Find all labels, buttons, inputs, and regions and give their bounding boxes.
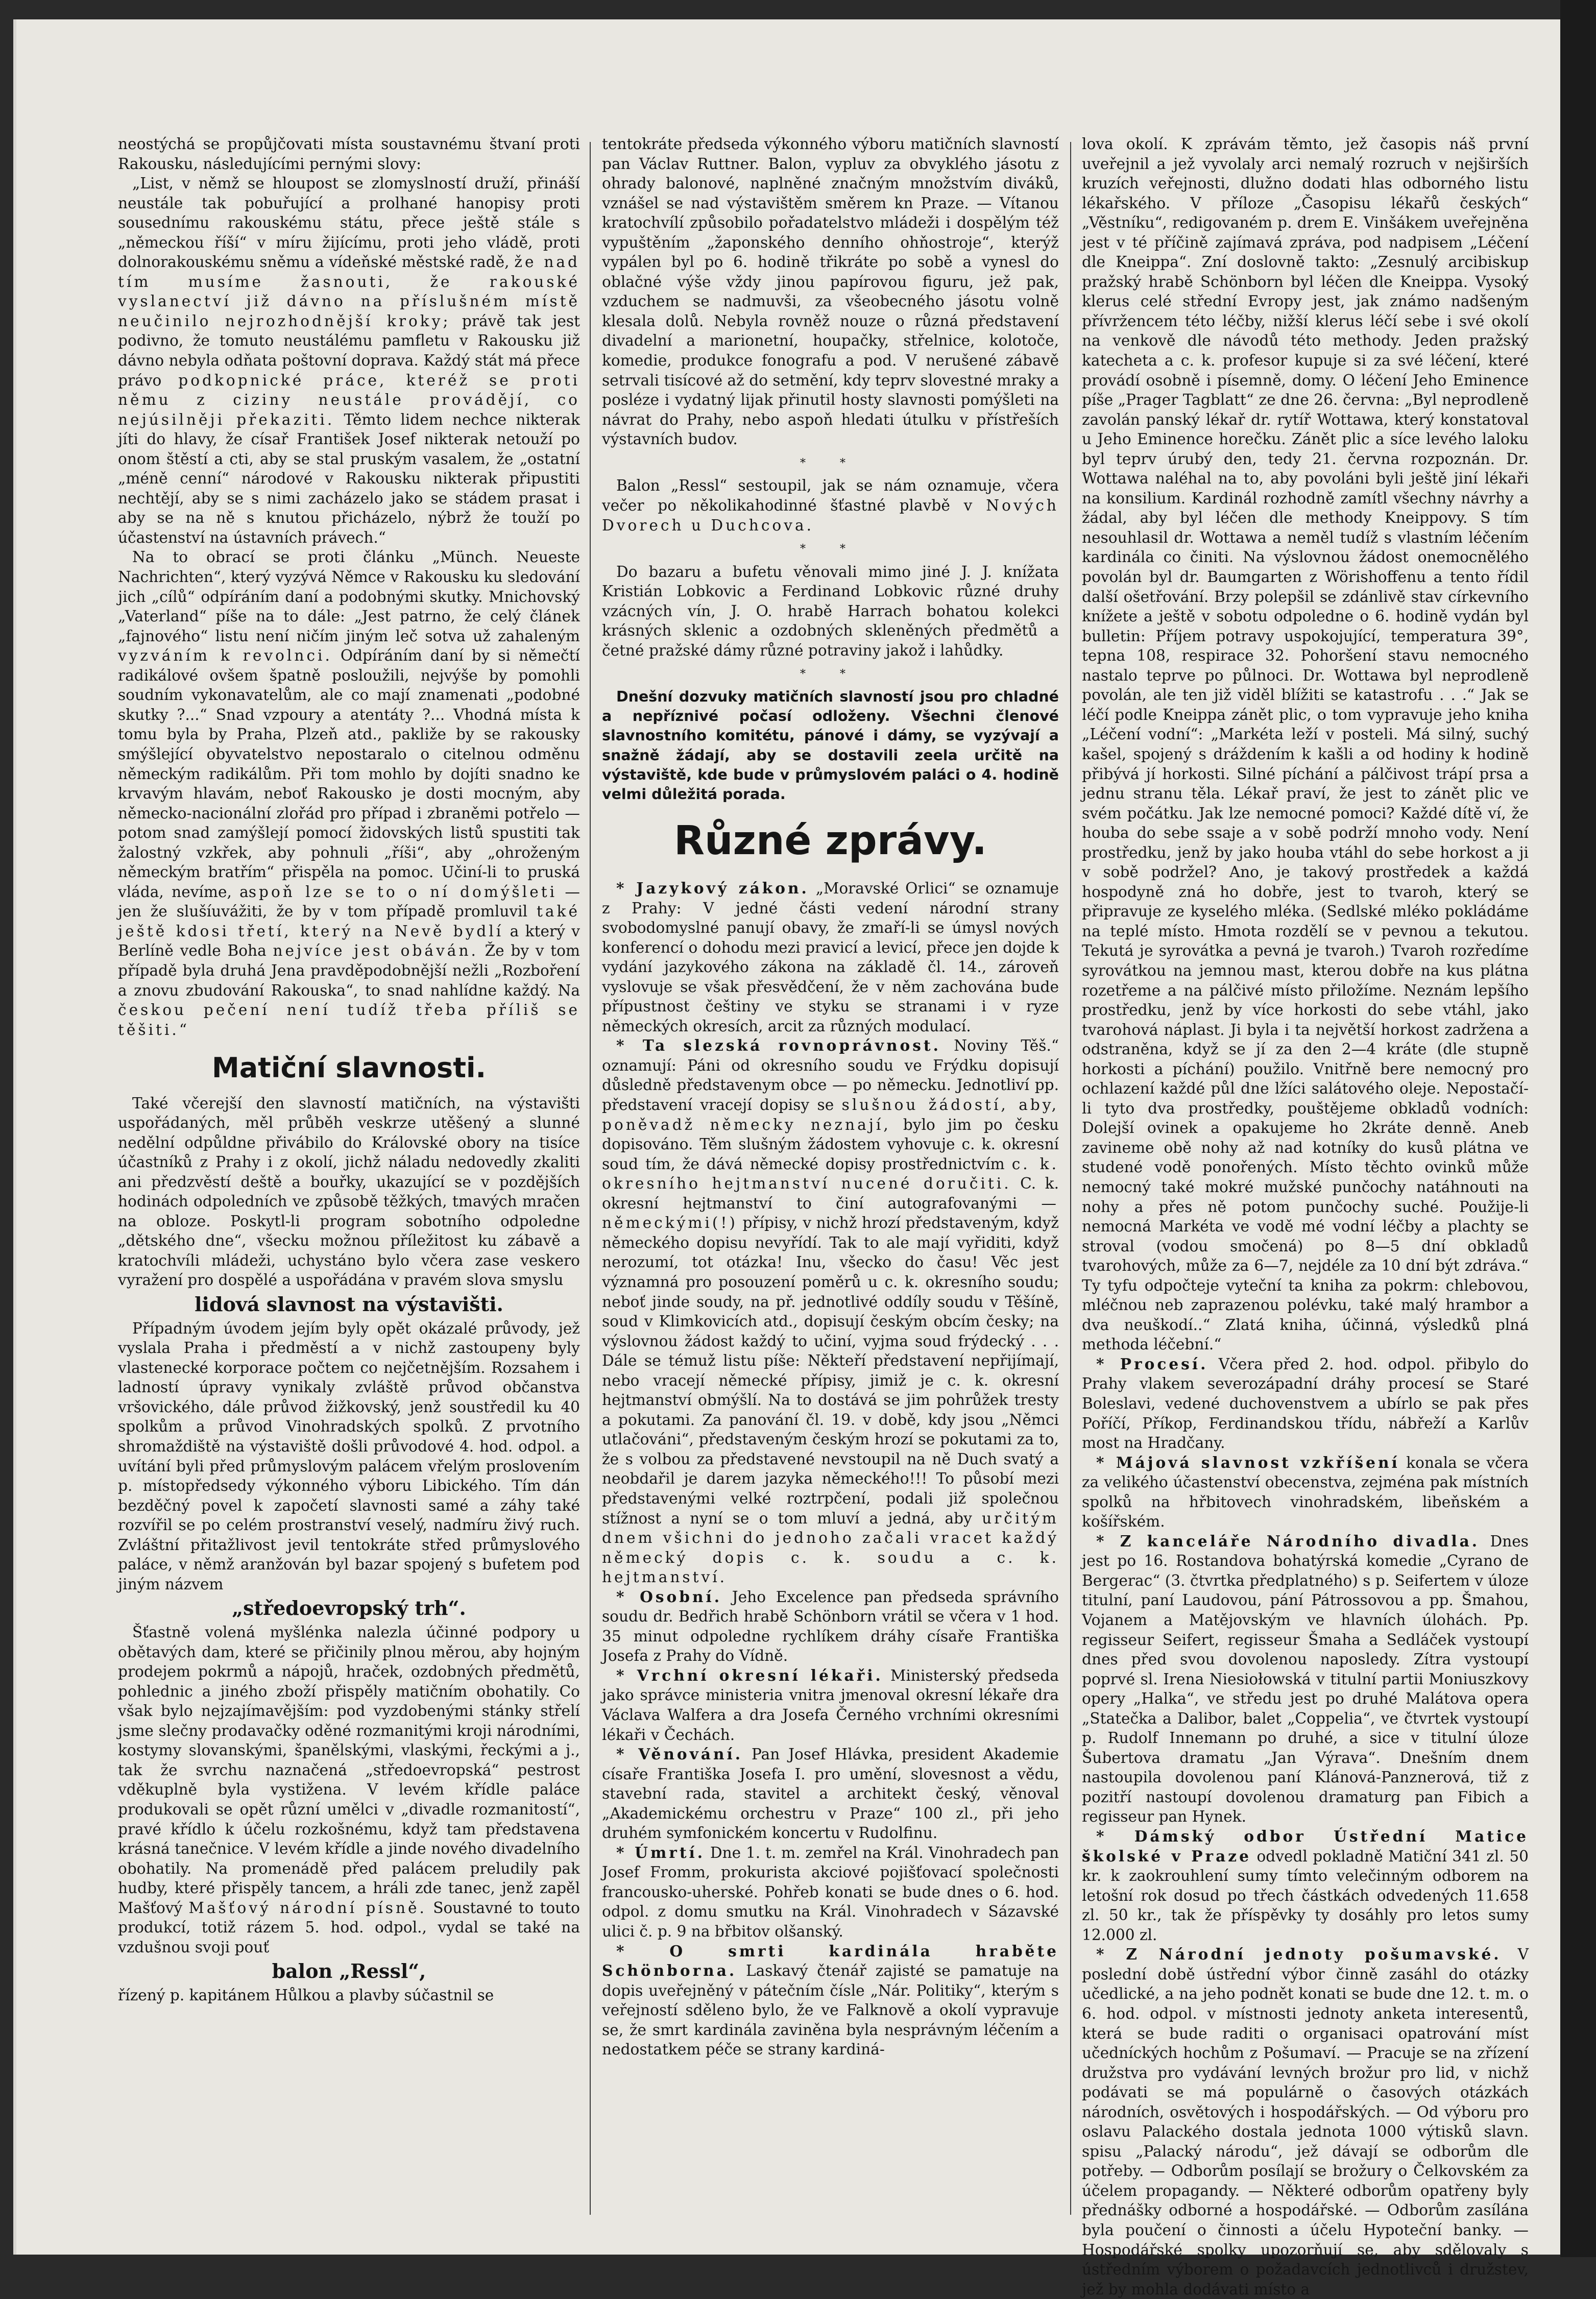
subhead-balon-ressl: balon „Ressl“, bbox=[272, 1959, 426, 1983]
c1-p3-spaced: vyzváním k revolnci. bbox=[118, 647, 332, 665]
c3-p4-text: Dnes jest po 16. Rostandova bohatýrská komedie „Cyrano de Bergerac“ (3. čtvrtka předplatného) s p. Seifertem v úloze titulní, paní Laudovou, pání Pátrossovou a pp. Šmahou, Vojanem a Matějovským ve hlavních úlohách. Pp. regisseur Seifert, regisseur Šmaha a Sedláček vystoupí dnes před svou dovolenou naposledy. Zítra vystoupí poprvé sl. Irena Niesiołowská v titulní partii Moniuszkovy opery „Halka“, ve středu jest po druhé Malátova opera „Statečka a Dalibor, balet „Coppelia“, ve čtvrtek vystoupí p. Rudolf Innemann po druhé, a sice v titulní úloze Šubertova dramatu „Jan Výrava“. Dnešním dnem nastoupila dovolenou paní Klánová-Panznerová, tiž z pozitří nastoupí dovolenou dramaturg pan Fibich a regisseur pan Hynek. bbox=[1082, 1532, 1529, 1826]
c2-paragraph-slezska bbox=[602, 1036, 1059, 1587]
title-narodni-divadlo: * Z kanceláře Národního divadla. bbox=[1096, 1532, 1480, 1550]
c2-paragraph-2 bbox=[602, 476, 1059, 535]
title-majova-slavnost: * Májová slavnost vzkříšení bbox=[1096, 1453, 1400, 1471]
c2-paragraph-jazykovy bbox=[602, 879, 1059, 1036]
c2-p5-spaced-c: — německými(!) bbox=[602, 1194, 1059, 1232]
c1-p3-text-b: Odpíráním daní by si němečtí radikálové ovšem špatně posloužili, nejvýše by pomohli soudním vykonavatelům, ale co mají znamenati „podobné skutky ?...“ Snad vzpoury a atentáty ?... Vhodná místa k tomu byla by Praha, Plzeň atd., pakliže by se rakousky smýšlející obyvatelstvo nepostaralo o citelnou odměnu německým radikálům. Při tom mohlo by dojíti snadno ke krvavým hlavám, neboť Rakousko je dosti mocným, aby německo-nacionální zlořád pro případ i zbraněmi potřelo — potom snad zamýšlejí pomocí židovských listů spustiti tak žalostný vzkřek, aby pohnuli „říši“, aby „ohroženým německým bratřím“ přispěla na pomoc. Učiní-li to pruská vláda, nevíme, a bbox=[118, 647, 580, 901]
c2-paragraph-3: Do bazaru a bufetu věnovali mimo jiné J. J. knížata Kristián Lobkovic a Ferdinand Lobkovic různé druhy vzácných vín, J. O. hrabě Harrach bohatou kolekci krásných sklenic a ozdobných skleněných předmětů a četné pražské dámy různé potraviny jakož i lahůdky. bbox=[602, 563, 1059, 659]
c1-p2-text: „List, v němž se hloupost se zlomyslností druží, přináší neustále tak pobuřující a prolhané hanopisy proti sousednímu rakouskému státu, přece ještě stále s „německou říší“ v míru žijícímu, proti jeho vládě, proti dolnorakouskému sněmu a vídeňské městské radě, bbox=[118, 175, 580, 271]
headline-maticni-slavnosti: Matiční slavnosti. bbox=[211, 1052, 487, 1084]
c2-p6-text: Jeho Excelence pan předseda správního soudu dr. Bedřich hrabě Schönborn vrátil se včera v 1 hod. 35 minut odpoledne rychlíkem dráhy císaře Františka Josefa z Prahy do Vídně. bbox=[602, 1588, 1059, 1665]
c3-p5-text: odvedl pokladně Matiční 341 zl. 50 kr. k zaokrouhlení sumy tímto velečinným odborem na letošní rok dosud po třech částkách odvedených 11.658 zl. 50 kr., tak že příspěvky ty dosáhly pro letos sumy 12.000 zl. bbox=[1082, 1847, 1529, 1944]
headline-ruzne-zpravy: Různé zprávy. bbox=[673, 818, 987, 864]
c1-p2-spaced-b: podkopnické práce, kteréž se proti němu z ciziny neustále provádějí, co nejúsilněji překaziti. bbox=[118, 371, 580, 428]
c2-paragraph-kardinal bbox=[602, 1942, 1059, 2060]
c1-p3-text-c: — jen že slušíuvážiti, že by v tom případě promluvil bbox=[118, 883, 580, 921]
column-rule-2 bbox=[1070, 142, 1071, 2215]
c2-paragraph-osobni bbox=[602, 1587, 1059, 1666]
subhead-lidova-slavnost: lidová slavnost na výstavišti. bbox=[195, 1293, 503, 1316]
c3-paragraph-damsky-odbor bbox=[1082, 1827, 1529, 1945]
c2-p9-text: Dne 1. t. m. zemřel na Král. Vinohradech pan Josef Fromm, prokurista akciové pojišťovací společnosti francousko-uherské. Pohřeb konati se bude dnes o 6. hod. odpol. z domu smutku na Král. Vinohradech v Sázavské ulici č. p. 9 na břbitov olšanský. bbox=[602, 1844, 1059, 1940]
c2-p5-spaced-b: c. k. okresního hejtmanství nucené doručiti. bbox=[602, 1155, 1059, 1193]
c1-paragraph-1: neostýchá se propůjčovati místa soustavnému štvaní proti Rakousku, následujícími pernými slovy: bbox=[118, 135, 580, 173]
c1-paragraph-4: Také včerejší den slavností matičních, na výstavišti uspořádaných, měl průběh veskrze utěšený a slunné nedělní odpůldne přivábilo do Královské obory na tisíce účastníků z Prahy i z okolí, jichž náladu nedovedly zkaliti ani předzvěstí deště a bouřky, ukazující se v pozdějších hodinách odpoledních ve způsobě těžkých, tmavých mračen na obloze. Poskytl-li program sobotního odpoledne „dětského dne“, všecku možnou příležitost ku zábavě a kratochvíli mládeži, uchystáno bylo včera zase veskero vyražení pro dospělé a uspořádána v pravém slova smyslu bbox=[118, 1094, 580, 1289]
notice-dozvuky: Dnešní dozvuky matičních slavností jsou pro chladné a nepříznivé počasí odloženy. Všechni členové slavnostního komitétu, pánové i dámy, se vyzývají a snažně žádají, aby se dostavili zeela určitě na výstaviště, kde bude v průmyslovém paláci o 4. hodině velmi důležitá porada. bbox=[602, 688, 1059, 803]
c1-p3-text: Na to obrací se proti článku „Münch. Neueste Nachrichten“, který vyzývá Němce v Rakousku ku sledování jich „cílů“ odpíráním daní a podobnými skutky. Mnichovský „Vaterland“ píše na to dále: „Jest patrno, že celý článek „fajnového“ listu není ničím jiným leč sotva už zahaleným bbox=[118, 548, 580, 645]
c1-paragraph-3 bbox=[118, 547, 580, 1039]
c1-paragraph-5: Případným úvodem jejím byly opět okázalé průvody, jež vyslala Praha i předměstí a v nichž zastoupeny byly vlastenecké korporace počtem co nejčetnějším. Rozsahem i ladností úpravy vynikaly zvláště průvod občanstva vršovického, dále průvod žižkovský, jenž soustředil ku 40 spolkům a průvod Vinohradských spolků. Z prvotního shromaždiště na výstaviště došli průvodové 4. hod. odpol. a uvítání byli před průmyslovým palácem vřelým proslovením p. místopředsedy výkonného výboru Libického. Tím dán bezděčný povel k započetí slavnosti samé a záhy také rozvířil se po celém prostranství veselý, nadmíru živý ruch. Zvláštní přitažlivost jevil tentokráte střed průmyslového paláce, v němž aranžován byl bazar spojený s bufetem pod jiným názvem bbox=[118, 1319, 580, 1593]
c1-p3-spaced-e: českou pečení není tudíž třeba příliš se těšiti.“ bbox=[118, 1001, 580, 1038]
title-smrt-kardinala: * O smrti kardinála hraběte Schönborna. bbox=[602, 1942, 1059, 1980]
c2-p7-text: Ministerský předseda jako správce ministeria vnitra jmenoval okresní lékaře dra Václava Walfera a dra Josefa Černého vrchními okresními lékaři v Čechách. bbox=[602, 1666, 1059, 1744]
section-divider-stars: * * bbox=[800, 456, 861, 470]
title-procesi: * Procesí. bbox=[1096, 1354, 1208, 1373]
title-venovani: * Věnování. bbox=[616, 1745, 743, 1763]
c2-p5-spaced: slušnou žádostí, aby, poněvadž německy neznají, bbox=[602, 1096, 1059, 1133]
title-osobni: * Osobní. bbox=[616, 1587, 722, 1606]
column-3 bbox=[1082, 134, 1529, 2298]
c2-paragraph-lekari bbox=[602, 1666, 1059, 1745]
c3-p6-text: V poslední době ústřední výbor činně zasáhl do otázky učedlické, a na jeho podnět konati se bude dne 12. t. m. o 6. hod. odpol. v místnosti jednoty anketa interesentů, která se bude raditi o organisaci opatrování míst učedníckých hochům z Pošumaví. — Pracuje se na zřízení družstva pro vydávání levných brožur pro lid, v nichž podávati se má populárně o časových otázkách národních, osvětových i hospodářských. — Od výboru pro oslavu Palackého dostala jednota 1000 výtisků slavn. spisu „Palacký národu“, jež dávají se odborům dle potřeby. — Odborům posílají se brožury o Čelkovském za účelem propagandy. — Některé odborům opatřeny byly přednášky odborné a hospodářské. — Odborům zasílána byla poučení o činnosti a účelu Hypoteční banky. — Hospodářské spolky upozorňují se, aby sdělovaly s ústředním výborem o požadavcích jednotlivců i družstev, jež by mohla dodávati místo a bbox=[1082, 1946, 1529, 2298]
c3-paragraph-divadlo bbox=[1082, 1532, 1529, 1827]
title-jazykovy-zakon: * Jazykový zákon. bbox=[616, 879, 809, 898]
c2-p5-text: Noviny Těš.“ oznamují: Páni od okresního soudu ve Frýdku dopisují důsledně představenym obce — po německu. Jednotliví pp. představení vracejí dopisy se bbox=[602, 1037, 1059, 1114]
title-damsky-odbor: * Dámský odbor Ústřední Matice školské v Praze bbox=[1082, 1827, 1529, 1865]
subhead-stredoevropsky-trh: „středoevropský trh“. bbox=[232, 1596, 466, 1620]
title-umrti: * Úmrtí. bbox=[616, 1843, 706, 1861]
column-1 bbox=[118, 134, 580, 2217]
c1-paragraph-2 bbox=[118, 174, 580, 547]
c2-paragraph-1: tentokráte předseda výkonného výboru matičních slavností pan Václav Ruttner. Balon, vypluv za obvyklého jásotu z ohrady balonové, naplněné značným množstvím diváků, vznášel se nad výstavištěm směrem kn Praze. — Vítanou kratochvílí způsobilo pořadatelstvo mládeži i dospělým též vypuštěním „žaponského denního ohňostroje“, kterýž vypálen byl po 6. hodině třikráte po sobě a vynesl do oblačné výše vždy jinou papírovou figuru, jež pak, vzduchem se nadmuvši, za všeobecného jásotu volně klesala dolů. Nebyla rovněž nouze o různá představení divadelní a marionetní, houpačky, střelnice, kolotoče, komedie, produkce fonografu a pod. V nerušené zábavě setrvali tisícové až do setmění, kdy teprv slovestné mraky a posléze i vydatný lijak přinutil hosty slavnosti pomýšleti na návrat do Prahy, nebo aspoň hledati útulku v přístřeších výstavních budov. bbox=[602, 135, 1059, 448]
c1-paragraph-7: řízený p. kapitánem Hůlkou a plavby súčastnil se bbox=[118, 1987, 494, 2004]
c2-p5-text-d: přípisy, v nichž hrozí představeným, když německého dopisu nevyřídí. Tak to ale mají vyřiditi, když nerozumí, tot otázka! Inu, všecko do času! Věc jest významná pro posouzení poměrů u c. k. okresního soudu; neboť jinde soudy, na př. jednotlivé oddíly soudu v Těšíně, soud v Klimkovicích atd., dopisují českým obcím česky; na výslovnou žádost každý to učiní, vyjma soud frýdecký . . . Dále se témuž listu píše: Někteří představení nepřijímají, nebo vracejí německé přípisy, jimiž je c. k. okresní hejtmanství obmýšlí. Na to dostává se jim pohrůžek tresty a pokutami. Za panování čl. 19. v době, kdy jsou „Němci utlačováni“, představeným českým hrozí se pokutami za to, že s volbou za představené nevstoupil na ně Duch svatý a neobdařil je darem jazyka německého!!! To působí mezi představenými velké roztrpčení, podali již společnou stížnost a nyní se o tom mluví a jedná, aby bbox=[602, 1214, 1059, 1527]
c1-p6-spaced: Mašťový národní písně. bbox=[188, 1899, 427, 1917]
c3-paragraph-jednota bbox=[1082, 1945, 1529, 2299]
c1-p3-spaced-c: také ještě kdosi třetí, který na Nevě bydlí bbox=[118, 903, 580, 940]
title-narodni-jednota: * Z Národní jednoty pošumavské. bbox=[1096, 1945, 1502, 1964]
column-2 bbox=[602, 134, 1059, 2217]
title-slezska-rovnopravnost: * Ta slezská rovnoprávnost. bbox=[616, 1036, 941, 1055]
c3-paragraph-majova bbox=[1082, 1453, 1529, 1532]
c1-p2-spaced: že nad tím musíme žasnouti, že rakouské vyslanectví již dávno na příslušném místě neučinilo nejrozhodnější kroky; bbox=[118, 253, 580, 330]
c2-p10-text: Laskavý čtenář zajisté se pamatuje na dopis uveřejněný v pátečním čísle „Nár. Politiky“, kterým s veřejností sděleno bylo, že ve Falknově a okolí vypravuje se, že smrt kardinála zaviněna byla nesprávným léčením a nedostatkem péče se strany kardiná- bbox=[602, 1962, 1059, 2059]
c2-p5-text-c: C. k. okresní hejtmanství to činí autografovanými bbox=[602, 1175, 1059, 1212]
c1-p6-text-b: Soustavné to touto produkcí, totiž rázem 5. hod. odpol., vydal se také na vzdušnou svoji pouť bbox=[118, 1899, 580, 1956]
c1-p3-text-d: a který v Berlíně vedle Boha bbox=[118, 922, 580, 960]
c3-paragraph-1: lova okolí. K zprávám těmto, jež časopis náš první uveřejnil a jež vyvolaly arci nemalý rozruch v nejširších kruzích veřejnosti, dlužno dodati hlas odborného listu lékařského. V příloze „Časopisu lékařů českých“ „Věstníku“, redigovaném p. drem E. Vinšákem uveřejněna jest v té příčině zajímavá zpráva, pod nadpisem „Léčení dle Kneippa“. Zní doslovně takto: „Zesnulý arcibiskup pražský hrabě Schönborn byl léčen dle Kneippa. Vysoký klerus celé střední Evropy jest, jak známo nadšeným přívržencem této léčby, nižší klerus léčí sebe i své okolí na venkově dle návodů této methody. Jeden pražský katecheta a c. k. profesor kupuje si za své léčení, které provádí osobně i písemně, domy. O léčení Jeho Eminence píše „Prager Tagblatt“ ze dne 26. června: „Byl neprodleně zavolán panský lékař dr. rytíř Wottawa, který konstatoval u Jeho Eminence horečku. Zánět plic a síce levého laloku byl teprv úrubý den, tedy 21. června rozpoznán. Dr. Wottawa naléhal na to, aby povoláni byli ještě jiní lékaři na konsilium. Kardinál rozhodně zamítl všechny návrhy a žádal, aby byl léčen dle methody Kneippovy. S tím nesouhlasil dr. Wottawa a neměl tudíž s vlastním léčením kardinála co činiti. Na výslovnou žádost onemocnělého povolán byl dr. Baumgarten z Wörishoffenu a tento řídil další ošetřování. Brzy polepšil se zdánlivě stav církevního knížete a ještě v sobotu odpoledne o 6. hodině vydán byl bulletin: Příjem potravy uspokojující, temperatura 39°, tepna 108, respirace 32. Pohoršení stavu nemocného nastalo teprve po půlnoci. Dr. Wottawa byl neprodleně povolán, ale ten již viděl blížiti se katastrofu . . .“ Jak se léčí podle Kneippa zánět plic, o tom vypravuje jeho kniha „Léčení vodní“: „Markéta leží v posteli. Má silný, suchý kašel, spojený s dráždením k kašli a od hodiny k hodině přibývá jí horkosti. Silné píchání a pálčivost trápí prsa a jednu stranu těla. Lékař praví, že jest to zánět plic ve svém počátku. Jak lze nemocné pomoci? Každé dítě ví, že houba do sebe ssaje a v sobě podrží mnoho vody. Není prostředku, jenž by jako houba vtáhl do sebe horkost a ji v sobě podržel? Ano, je takový prostředek a každá hospodyně zná ho dobře, jest to tvaroh, který se připravuje ze kyselého mléka. (Sedlské mléko pokládáme na teplé místo. Hmota rozdělí se v pevnou a tekutou. Tekutá je syrovátka a pevná je tvaroh.) Tvaroh rozředíme syrovátkou na jemnou mast, kterou dobře na kus plátna rozetřeme a na pálčivé místo přiložíme. Neznám lepšího prostředku, jenž by více horkosti do sebe vtáhl, jako tvarohová náplast. Ji byla i ta největší horkost zadržena a odstraněna, když se jí za den 2—4 kráte (dle stupně horkosti a píchání) použilo. Vnitřně bere nemocný pro ochlazení každé půl dne lžíci salátového oleje. Nepostačí-li tyto dva prostředky, pouštějeme obkladů vodních: Dolejší ovinek a opakujeme ho 2kráte denně. Aneb zavineme obě nohy až nad kotníky do kusů plátna ve studené vodě ponořených. Místo těchto ovinků může nemocný také mokré mužské punčochy natáhnouti na nohy a přes ně potom punčochy suché. Použije-li nemocná Markéta ve vodě mé vodní léčby a plachty se stroval (vodou smočená) po 8—5 dní obkladů tvarohových, může za 6—7, nejdéle za 10 dní být zdráva.“ Ty tyfu odpočteje vyteční ta kniha za pokrm: chlebovou, mléčnou neb zaprazenou polévku, také malý hrambor a dva neuškodí..“ Zlatá kniha, účinná, výsledků plná methoda léčební.“ bbox=[1082, 135, 1529, 1353]
c2-p5-spaced-d: určitým dnem všichni do jednoho začali vracet každý německý dopis c. k. soudu a c. k. hejtmanství. bbox=[602, 1509, 1059, 1586]
c1-p3-text-f: Že by v tom případě byla druhá Jena pravděpodobnější nežli „Rozboření a znovu zbudování Rakouska“, to snad nahlídne každý. Na bbox=[118, 942, 580, 999]
c2-paragraph-venovani bbox=[602, 1745, 1059, 1843]
c2-paragraph-umrti bbox=[602, 1843, 1059, 1942]
section-divider-stars-2: * * bbox=[800, 543, 861, 556]
scan-shadow-left bbox=[13, 19, 16, 2255]
c2-p4-text: „Moravské Orlici“ se oznamuje z Prahy: V jedné části vedení národní strany svobodomyslné panují obavy, že zmaří-li se úmysl nových konferencí o dohodu mezi pravicí a levicí, přece jen dojde k vydání jazykového zákona na základě čl. 14., zároveň vyslovuje se však přesvědčení, že v něm zachována bude přípustnost češtiny ve styku se stranami i v ryze německých okresích, arcit za různých modulací. bbox=[602, 880, 1059, 1035]
c1-p6-text: Šťastně volená myšlénka nalezla účinné podpory u obětavých dam, které se přičinily plnou měrou, aby hojným prodejem pokrmů a nápojů, hraček, ozdobných předmětů, pohlednic a jiného zboží přispěly matičním obohatily. Co však bylo nejzajímavějším: pod vyzdobenými stánky střelí jsme slečny prodavačky oděné rozmanitými kroji národními, kostymy slovanskými, španělskými, vlaskými, řeckými a j., tak že svrchu naznačená „středoevropská“ pestrost vděkuplně byla vystižena. V levém křídle paláce produkovali se opět různí umělci v „divadle rozmanitostí“, pravé křídlo k účelu rozkošnému, když tam představena krásná tanečnice. V levém křídle a jinde nového divadelního obohatily. Na promenádě před palácem preludily pak hudby, které přispěly tancem, a hráli zde tanec, jenž zapěl Mašťový bbox=[118, 1624, 580, 1917]
c3-p2-text: Včera před 2. hod. odpol. přibylo do Prahy vlakem severozápadní dráhy procesí se Staré Boleslavi, vedené duchovenstvem a ubírlo se pak přes Poříčí, Příkop, Ferdinandskou třídu, nábřeží a Karlův most na Hradčany. bbox=[1082, 1355, 1529, 1452]
c1-p3-spaced-d: nejvíce jest obáván. bbox=[273, 942, 478, 960]
column-rule-1 bbox=[590, 142, 591, 2215]
c1-p2-text-b: právě tak jest podivno, že tomuto neustálému pamfletu v Rakousku již dávno nebyla odňata poštovní doprava. Každý stát má přece právo bbox=[118, 312, 580, 389]
section-divider-stars-3: * * bbox=[800, 668, 861, 681]
title-vrchni-lekari: * Vrchní okresní lékaři. bbox=[616, 1666, 883, 1684]
c1-paragraph-6 bbox=[118, 1623, 580, 1957]
c3-p3-text: konala se včera za velikého účastenství obecenstva, zejména pak místních spolků na hřbitovech vinohradském, libeňském a košířském. bbox=[1082, 1454, 1529, 1531]
c3-paragraph-procesi bbox=[1082, 1354, 1529, 1453]
c2-p8-text: Pan Josef Hlávka, president Akademie císaře Františka Josefa I. pro umění, slovesnost a vědu, stavební rada, stavitel a architekt český, věnoval „Akademickému orchestru v Praze“ 100 zl., při jeho druhém symfonickém koncertu v Rudolfinu. bbox=[602, 1746, 1059, 1842]
c2-p5-text-b: bylo jim po česku dopisováno. Těm slušným žádostem vyhovuje c. k. okresní soud tím, že dává německé dopisy prostřednictvím bbox=[602, 1116, 1059, 1173]
scan-border-right bbox=[1560, 0, 1596, 2257]
newspaper-page bbox=[13, 19, 1560, 2298]
c2-p2-spaced: Nových Dvorech u Duchcova. bbox=[602, 496, 1059, 534]
c1-p3-spaced-b: spoň lze se to o ní domýšleti bbox=[248, 883, 558, 901]
c2-p2-text: Balon „Ressl“ sestoupil, jak se nám oznamuje, včera večer po několikahodinné šťastné plavbě v bbox=[602, 477, 1059, 514]
c1-p2-text-end: Těmto lidem nechce nikterak jíti do hlavy, že císař František Josef nikterak netouží po onom štěstí a cti, aby se stal pruským vasalem, že „ostatní „méně cenní“ národové v Rakousku nikterak připustiti nechtějí, aby se s nimi zacházelo jako se stádem prasat i aby se na ně s knutou přicházelo, nýbrž že touží po účastenství na ústavních právech.“ bbox=[118, 410, 580, 546]
